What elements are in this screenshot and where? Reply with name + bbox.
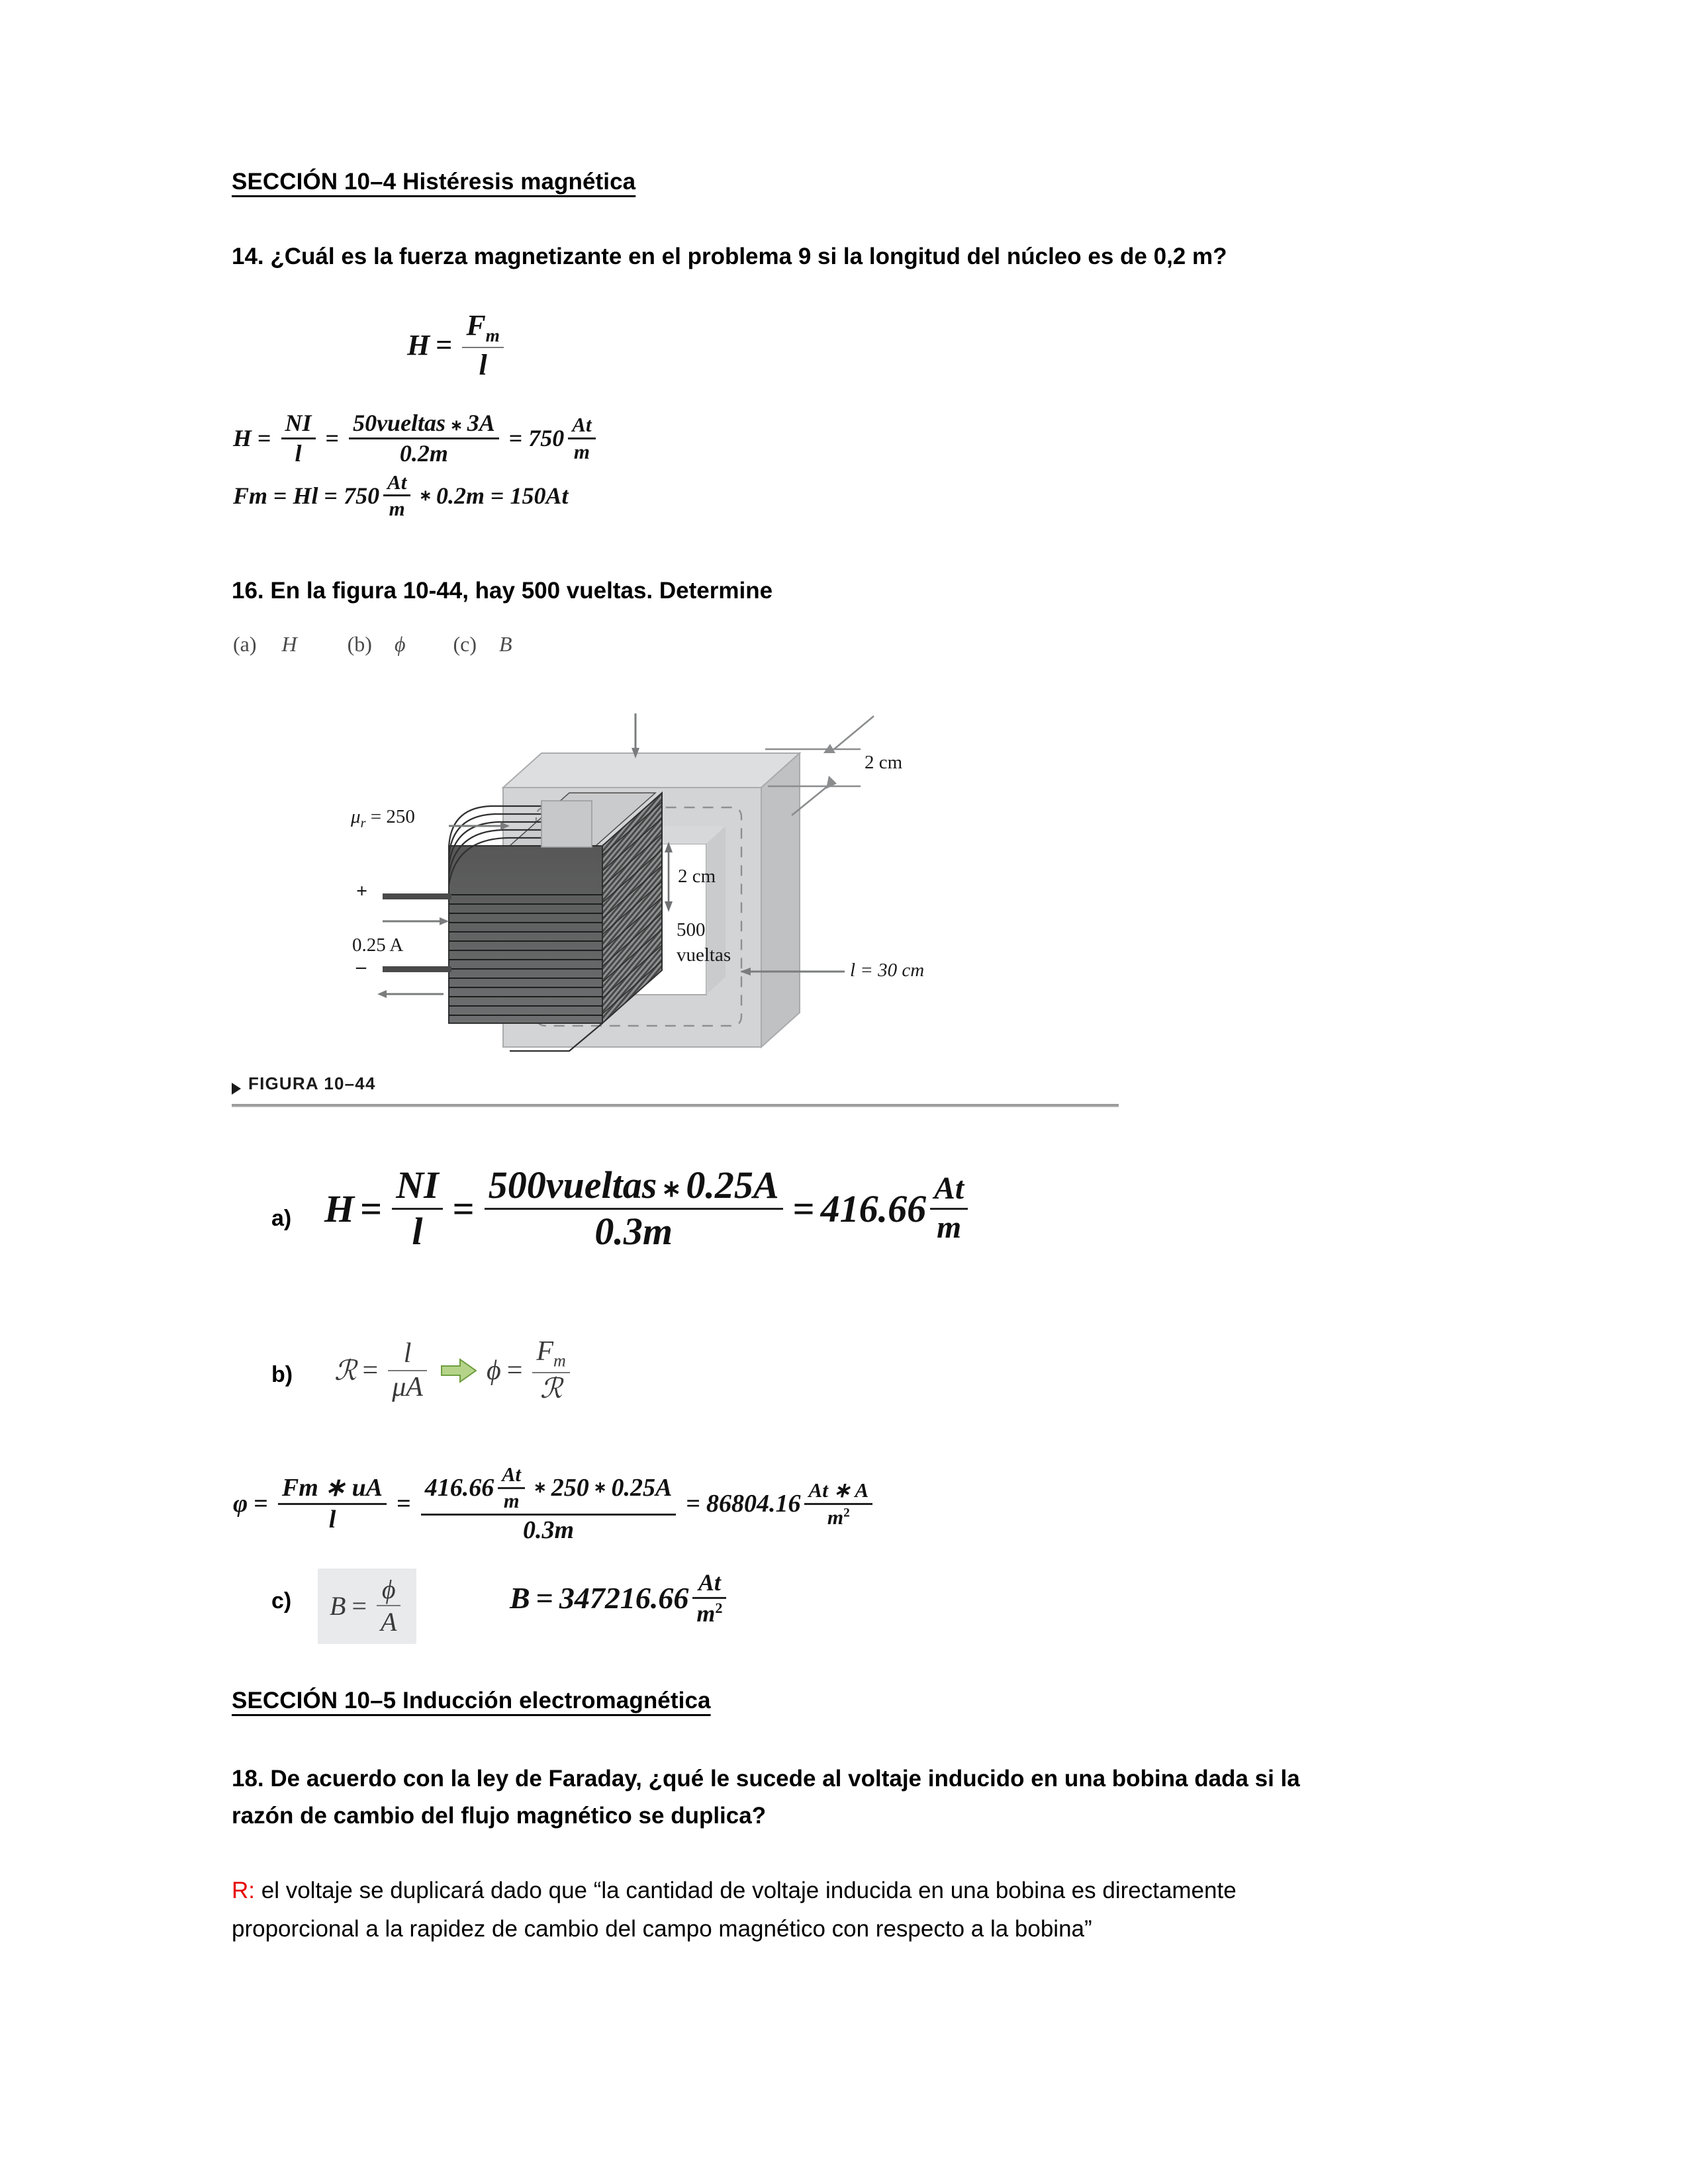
reluctance-num: l [403, 1338, 412, 1369]
mu-symbol: μ [351, 806, 361, 827]
mu-subscript: r [360, 815, 366, 831]
q16a-ni: NI [396, 1163, 439, 1206]
reluctance-symbol: ℛ [334, 1355, 357, 1387]
q16a-unit-num: At [934, 1171, 964, 1206]
q16a-eq2: = [452, 1187, 475, 1230]
core-limb-visible [541, 801, 592, 847]
q16b-sym-num: Fm ∗ uA [281, 1473, 383, 1502]
fm-unit-den: m [389, 497, 405, 521]
q16b-lhs: φ [233, 1490, 248, 1518]
core-window-inner-wall [706, 826, 726, 995]
h-sol-length: 0.2m [399, 439, 448, 467]
fm-length: 0.2m [436, 482, 485, 509]
flux-fm-subscript: m [553, 1351, 566, 1371]
fm-lhs: Fm [233, 482, 268, 509]
subpart-a-label: (a) [233, 632, 257, 656]
q16c-res-unit-den-base: m [696, 1600, 716, 1627]
label-plus-terminal: + [356, 880, 368, 902]
depth-leader-diag-top [834, 716, 874, 749]
fm-eq3: = [491, 482, 504, 509]
q16b-area: 0.25A [611, 1473, 673, 1502]
label-window-height: 2 cm [678, 866, 716, 887]
formula-q16-b-solution [233, 1464, 876, 1544]
q16c-res-value: 347216.66 [559, 1581, 689, 1615]
h-sol-current: 3A [467, 410, 495, 436]
q16b-frac-values [421, 1464, 677, 1544]
q16b-h-unit-den: m [503, 1489, 520, 1512]
q16b-mur: 250 [551, 1473, 589, 1502]
answer-line-1: el voltaje se duplicará dado que “la cantidad de voltaje inducida en una bobina es directamente [255, 1878, 1237, 1903]
formula-q16-c-definition [318, 1569, 416, 1644]
q16a-eq1: = [360, 1187, 383, 1230]
q16b-times-1: ∗ [534, 1479, 547, 1496]
h-sol-l: l [295, 439, 302, 467]
fm-symbol: F [466, 309, 486, 341]
flux-fm-symbol: F [536, 1336, 554, 1367]
green-arrow-icon [440, 1357, 477, 1384]
label-minus-terminal: – [356, 956, 366, 978]
q16b-eq2: = [397, 1490, 411, 1518]
mu-value: = 250 [370, 806, 415, 827]
fm-eq2: = [324, 482, 338, 509]
q16a-frac-values [485, 1165, 783, 1252]
q16b-h-unit-num: At [502, 1463, 521, 1486]
h-sol-unit-num: At [572, 413, 592, 437]
formula-q16-c-result [510, 1570, 730, 1626]
figure-caption: FIGURA 10–44 [248, 1073, 376, 1093]
q16b-unit-den-exponent: 2 [843, 1506, 850, 1520]
q16b-result: 86804.16 [706, 1490, 801, 1518]
answer-tag: R: [232, 1878, 255, 1903]
q16a-result: 416.66 [820, 1187, 927, 1230]
q16a-eq3: = [792, 1187, 815, 1230]
question-16: 16. En la figura 10-44, hay 500 vueltas. Determine [232, 578, 773, 604]
section-heading-10-5: SECCIÓN 10–5 Inducción electromagnética [232, 1688, 711, 1713]
reluctance-den: μA [392, 1371, 423, 1402]
formula-h-def-fraction [462, 310, 504, 381]
h-sol-frac-values [349, 410, 499, 467]
q16a-numerator [485, 1165, 783, 1208]
q16a-current: 0.25A [686, 1163, 779, 1206]
q16c-res-unit [692, 1570, 726, 1626]
label-current: 0.25 A [352, 934, 404, 956]
h-sol-lhs: H [233, 425, 252, 452]
label-core-length: l = 30 cm [850, 960, 925, 981]
fm-unit [383, 471, 410, 520]
h-sol-times: ∗ [450, 416, 463, 433]
figure-10-44-graphic [371, 675, 1165, 1059]
q16a-times: ∗ [661, 1175, 682, 1203]
q16b-eq1: = [254, 1490, 268, 1518]
q16c-res-unit-den-exponent: 2 [715, 1599, 723, 1616]
flux-num [532, 1337, 569, 1372]
core-right-face [761, 753, 800, 1047]
subpart-label-b: b) [271, 1362, 293, 1387]
q16c-def-lhs: B [330, 1590, 346, 1621]
formula-fm-q14 [233, 471, 569, 520]
flux-eq: = [506, 1355, 523, 1386]
formula-q16-a [324, 1165, 972, 1252]
formula-q16-b-definitions [334, 1337, 574, 1404]
figure-caption-marker [232, 1083, 241, 1095]
fm-subscript: m [485, 325, 500, 345]
flux-fraction [532, 1337, 569, 1404]
label-turns [677, 917, 731, 968]
q16a-turns: 500vueltas [488, 1163, 657, 1206]
formula-h-def-equals: = [436, 329, 453, 362]
q16a-frac-ni-l [392, 1165, 442, 1252]
formula-h-definition [407, 310, 508, 381]
q16c-def-fraction [377, 1575, 400, 1636]
q16c-def-den: A [381, 1607, 397, 1637]
question-18-line-1: 18. De acuerdo con la ley de Faraday, ¿qué le sucede al voltaje inducido en una bobina dada si la [232, 1766, 1300, 1792]
q16b-frac-symbolic [278, 1475, 387, 1533]
q16b-numerator [421, 1464, 677, 1514]
figure-caption-rule [232, 1104, 1119, 1107]
q16c-res-unit-num: At [698, 1569, 721, 1596]
h-sol-eq1: = [258, 425, 271, 452]
subpart-a-symbol: H [281, 632, 297, 656]
fm-eq1: = [273, 482, 287, 509]
fm-unit-num: At [387, 471, 407, 494]
formula-h-def-denominator: l [479, 349, 487, 382]
q16a-lhs: H [324, 1187, 355, 1230]
h-sol-ni: NI [285, 410, 312, 436]
q16a-l: l [412, 1209, 423, 1253]
subpart-b-label: (b) [347, 632, 372, 656]
fm-result: 150At [510, 482, 569, 509]
core-top-face [503, 753, 800, 788]
q16b-length: 0.3m [523, 1516, 575, 1544]
q16c-def-eq: = [352, 1590, 367, 1621]
formula-h-def-lhs: H [407, 329, 430, 362]
q16b-sym-den: l [328, 1505, 336, 1533]
formula-h-def-numerator [462, 310, 504, 347]
subpart-b-symbol: ϕ [394, 632, 406, 656]
label-mu-r [351, 806, 415, 831]
q16b-unit-den-base: m [827, 1505, 844, 1529]
h-sol-turns: 50vueltas [353, 410, 446, 436]
question-18-line-2: razón de cambio del flujo magnético se duplica? [232, 1803, 767, 1829]
q16a-length: 0.3m [594, 1209, 673, 1253]
answer-18-line-2: proporcional a la rapidez de cambio del campo magnético con respecto a la bobina” [232, 1916, 1092, 1942]
flux-symbol: ϕ [486, 1355, 501, 1386]
label-turns-word: vueltas [677, 944, 731, 966]
q16a-unit [930, 1172, 968, 1245]
reluctance-fraction [388, 1339, 427, 1403]
h-sol-unit-den: m [573, 439, 590, 463]
section-heading-10-4: SECCIÓN 10–4 Histéresis magnética [232, 169, 636, 195]
h-sol-result: 750 [528, 425, 565, 452]
figure-10-44 [351, 675, 1165, 1059]
q16b-h-unit [498, 1464, 525, 1512]
subpart-c-label: (c) [453, 632, 477, 656]
reluctance-eq: = [362, 1355, 379, 1386]
label-turns-count: 500 [677, 919, 706, 940]
q16b-eq3: = [686, 1490, 700, 1518]
h-sol-numerator [349, 410, 499, 437]
h-sol-unit [568, 414, 595, 463]
q16c-def-num: ϕ [381, 1574, 396, 1604]
answer-18 [232, 1872, 1476, 1910]
q16a-unit-den: m [937, 1210, 962, 1245]
h-sol-frac-ni-l [281, 410, 316, 467]
q16c-res-unit-den [692, 1599, 726, 1627]
q16c-res-eq: = [536, 1581, 553, 1615]
subpart-label-a: a) [271, 1206, 292, 1231]
fm-mid: Hl [293, 482, 318, 509]
q16b-h-value: 416.66 [424, 1473, 494, 1502]
q16b-unit-num: At ∗ A [808, 1479, 869, 1502]
fm-value: 750 [344, 482, 380, 509]
q16c-res-lhs: B [510, 1581, 530, 1615]
subparts-row [233, 632, 512, 657]
flux-den: ℛ [539, 1373, 563, 1404]
h-sol-eq3: = [508, 425, 523, 452]
fm-times: ∗ [419, 486, 432, 504]
subpart-label-c: c) [271, 1588, 292, 1614]
question-14: 14. ¿Cuál es la fuerza magnetizante en el problema 9 si la longitud del núcleo es de 0,2 m? [232, 244, 1227, 269]
q16b-unit-den [823, 1505, 854, 1529]
h-sol-eq2: = [325, 425, 340, 452]
q16b-times-2: ∗ [593, 1479, 607, 1496]
q16b-unit [804, 1479, 872, 1528]
formula-h-solution-q14 [233, 410, 600, 467]
label-depth: 2 cm [865, 752, 903, 773]
subpart-c-symbol: B [499, 632, 512, 656]
